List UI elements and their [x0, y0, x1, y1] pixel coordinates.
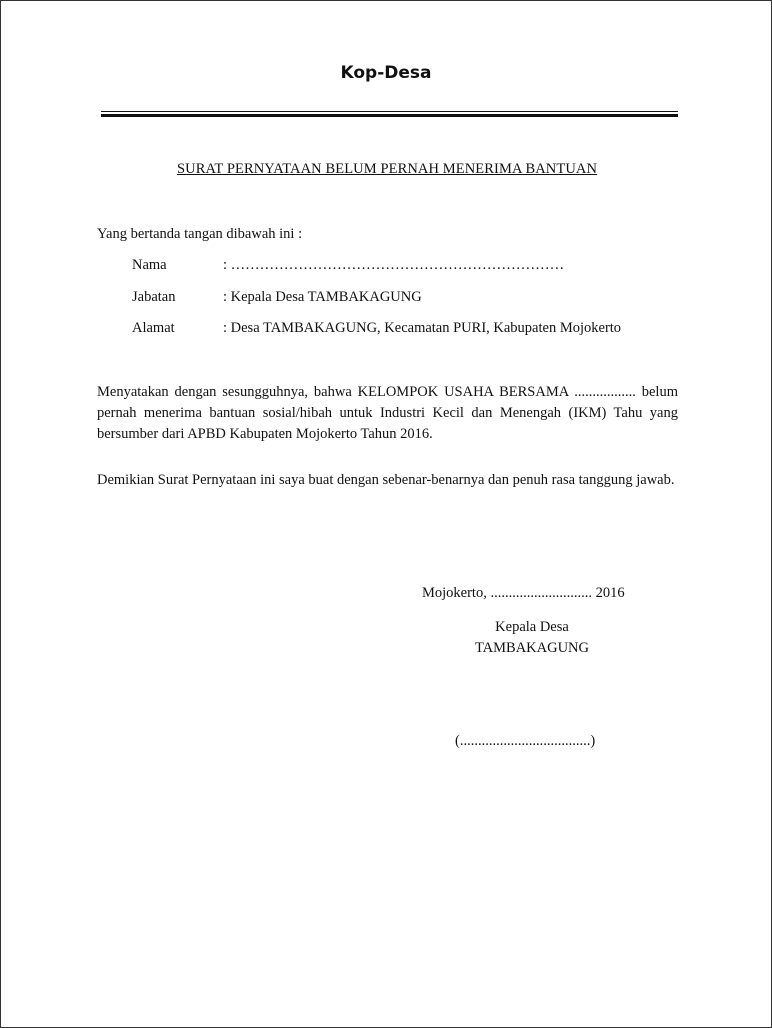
closing-paragraph: Demikian Surat Pernyataan ini saya buat dengan sebenar-benarnya dan penuh rasa tanggung jawab.	[97, 472, 675, 488]
field-label-alamat: Alamat	[132, 320, 175, 336]
document-title: SURAT PERNYATAAN BELUM PERNAH MENERIMA BANTUAN	[176, 161, 598, 177]
field-value-jabatan: : Kepala Desa TAMBAKAGUNG	[223, 289, 422, 305]
signature-title	[441, 617, 623, 659]
letterhead-title: Kop-Desa	[340, 63, 432, 83]
signature-title-line2: TAMBAKAGUNG	[474, 640, 590, 656]
field-value-alamat: : Desa TAMBAKAGUNG, Kecamatan PURI, Kabupaten Mojokerto	[223, 320, 622, 336]
field-label-nama: Nama	[132, 257, 167, 273]
field-label-jabatan: Jabatan	[132, 289, 176, 305]
field-value-nama: : ……………………………………………………………	[223, 257, 565, 273]
signature-place-date: Mojokerto, ............................ 2016	[422, 585, 625, 601]
signature-name: (....................................)	[455, 733, 596, 749]
signature-title-line1: Kepala Desa	[495, 619, 569, 635]
intro-text: Yang bertanda tangan dibawah ini :	[97, 226, 303, 242]
letterhead-rule-thin	[101, 111, 678, 112]
statement-paragraph: Menyatakan dengan sesungguhnya, bahwa KELOMPOK USAHA BERSAMA ................. belum pernah menerima bantuan sosial/hibah untuk Industri Kecil dan Menengah (IKM) Tahu yang bersumber dari APBD Kabupaten Mojokerto Tahun 2016.	[97, 384, 678, 442]
letterhead-rule-thick	[101, 114, 678, 117]
